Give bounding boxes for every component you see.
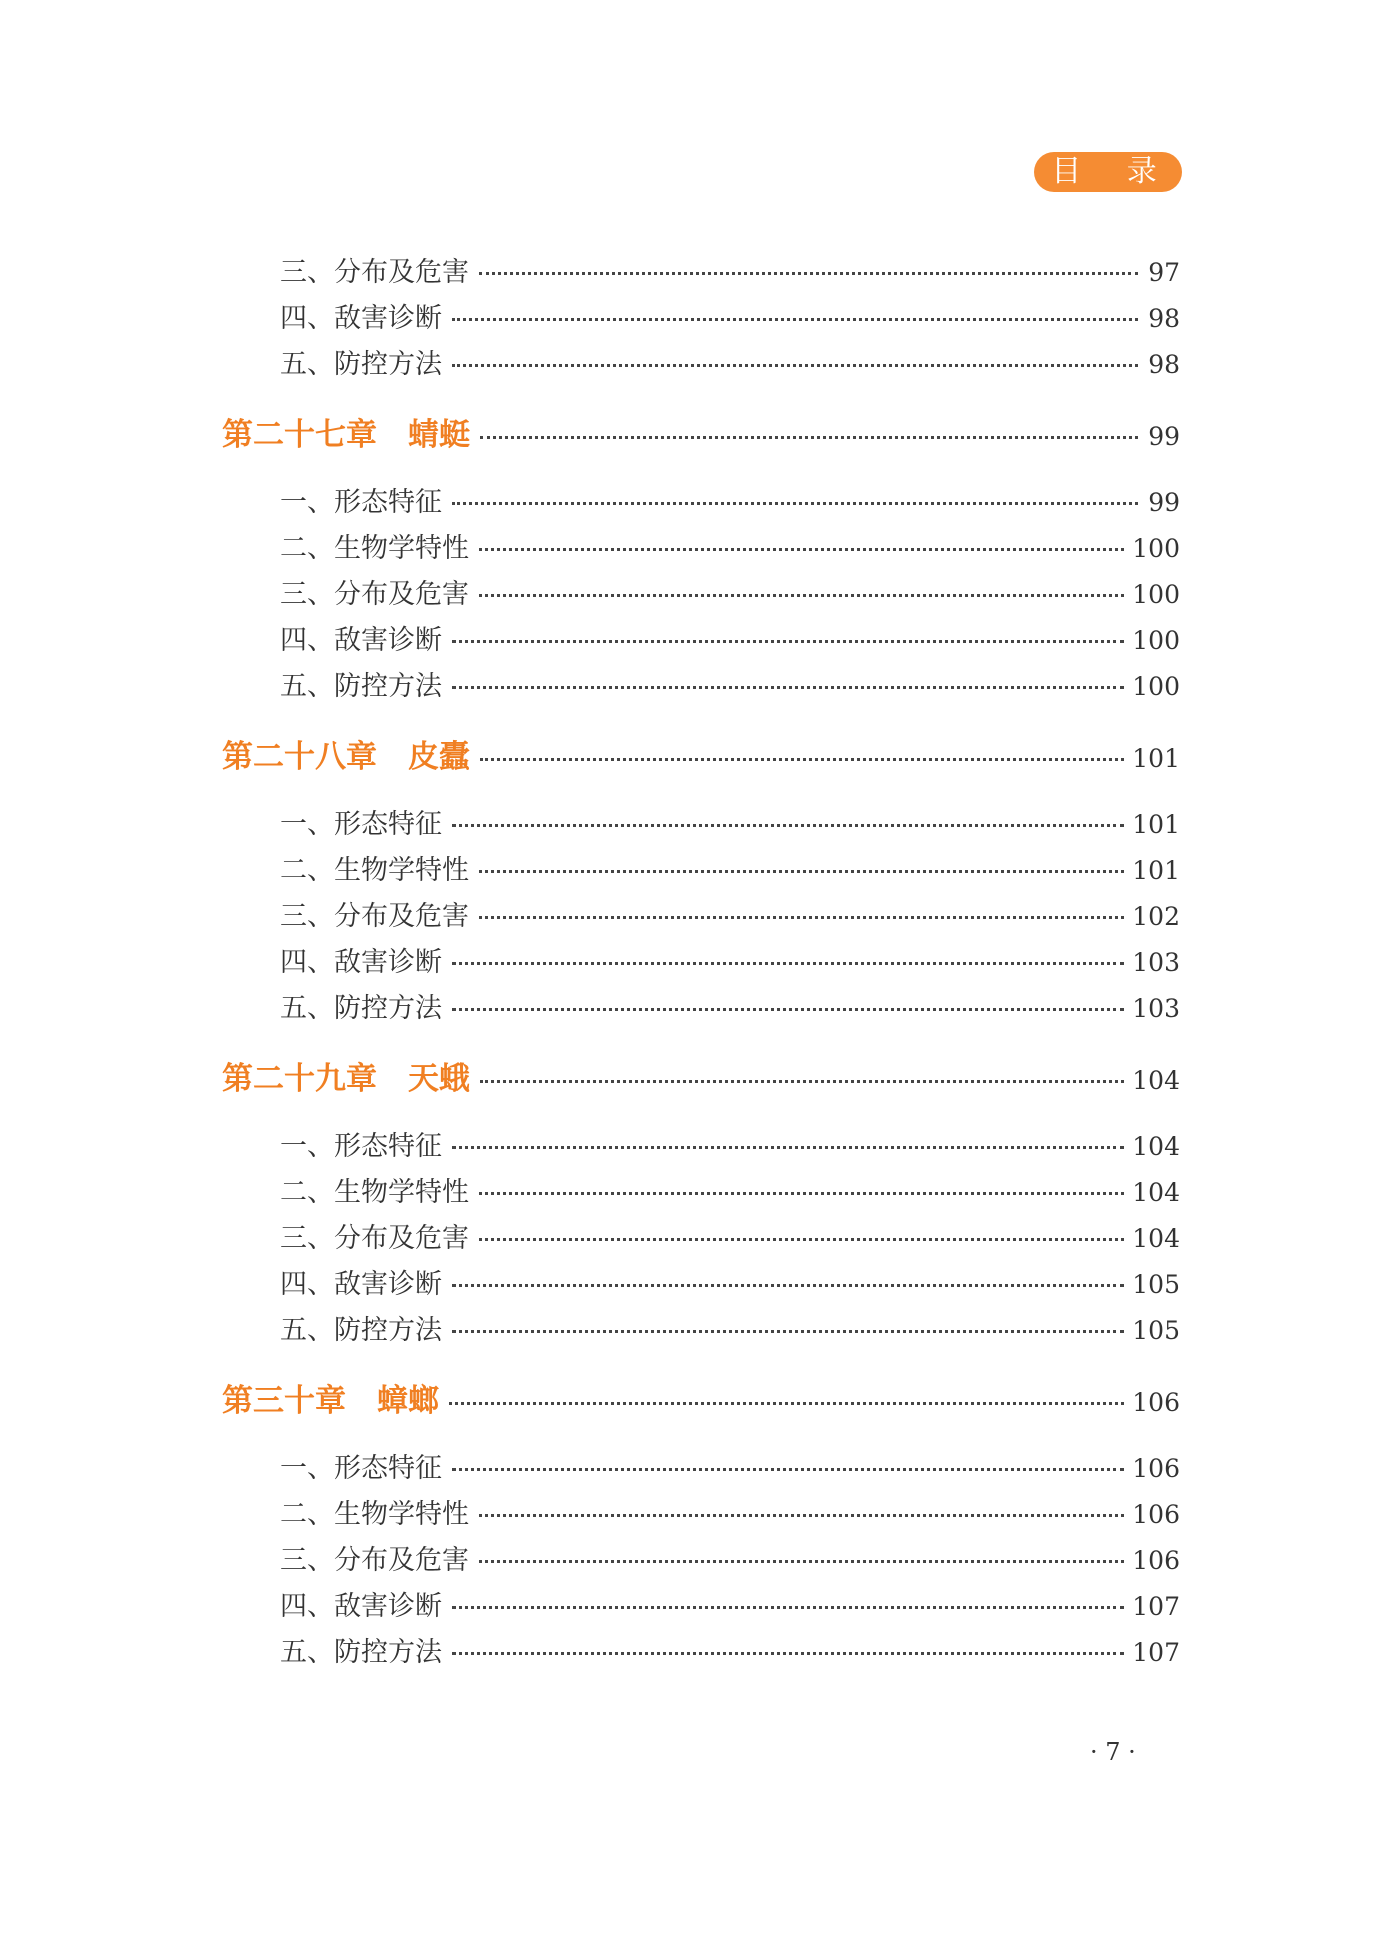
toc-chapter-entry[interactable] bbox=[222, 409, 1180, 454]
leader-dots bbox=[479, 1238, 1124, 1241]
leader-dots bbox=[452, 1284, 1124, 1287]
toc-entry-title: 二、生物学特性 bbox=[280, 1499, 469, 1530]
toc-entry[interactable] bbox=[280, 894, 1180, 933]
toc-chapter-title: 第二十七章 蜻蜓 bbox=[222, 417, 470, 453]
toc-chapter-title: 第二十九章 天蛾 bbox=[222, 1061, 470, 1097]
leader-dots bbox=[480, 436, 1138, 439]
toc-entry-title: 四、敌害诊断 bbox=[280, 1591, 442, 1622]
leader-dots bbox=[479, 1192, 1124, 1195]
toc-entry-page: 101 bbox=[1132, 856, 1180, 885]
leader-dots bbox=[479, 272, 1138, 275]
toc-chapter-entry[interactable] bbox=[222, 731, 1180, 776]
toc-entry-title: 二、生物学特性 bbox=[280, 533, 469, 564]
leader-dots bbox=[479, 594, 1124, 597]
toc-entry[interactable] bbox=[280, 1492, 1180, 1531]
toc-entry-title: 五、防控方法 bbox=[280, 349, 442, 380]
leader-dots bbox=[452, 640, 1124, 643]
toc-entry[interactable] bbox=[280, 480, 1180, 519]
toc-entry[interactable] bbox=[280, 1630, 1180, 1669]
toc-entry-title: 三、分布及危害 bbox=[280, 901, 469, 932]
toc-entry-title: 五、防控方法 bbox=[280, 1637, 442, 1668]
toc-entry-page: 106 bbox=[1132, 1388, 1180, 1417]
leader-dots bbox=[479, 1514, 1124, 1517]
toc-entry[interactable] bbox=[280, 250, 1180, 289]
toc-entry-page: 105 bbox=[1132, 1316, 1180, 1345]
toc-entry-title: 三、分布及危害 bbox=[280, 1545, 469, 1576]
toc-entry[interactable] bbox=[280, 986, 1180, 1025]
toc-entry-title: 一、形态特征 bbox=[280, 487, 442, 518]
page-number: · 7 · bbox=[1090, 1738, 1136, 1766]
toc-entry-title: 五、防控方法 bbox=[280, 993, 442, 1024]
toc-entry[interactable] bbox=[280, 296, 1180, 335]
toc-entry[interactable] bbox=[280, 802, 1180, 841]
toc-entry[interactable] bbox=[280, 848, 1180, 887]
leader-dots bbox=[452, 1330, 1124, 1333]
toc-entry-page: 107 bbox=[1132, 1638, 1180, 1667]
toc-entry-page: 98 bbox=[1148, 350, 1180, 379]
toc-entry-page: 97 bbox=[1148, 258, 1180, 287]
toc-entry[interactable] bbox=[280, 342, 1180, 381]
toc-entry-page: 99 bbox=[1148, 422, 1180, 451]
toc-entry[interactable] bbox=[280, 664, 1180, 703]
leader-dots bbox=[452, 686, 1124, 689]
toc-chapter-title: 第三十章 蟑螂 bbox=[222, 1383, 439, 1419]
toc-entry-title: 一、形态特征 bbox=[280, 1131, 442, 1162]
toc-entry-page: 106 bbox=[1132, 1454, 1180, 1483]
toc-entry-page: 100 bbox=[1132, 534, 1180, 563]
leader-dots bbox=[452, 502, 1138, 505]
leader-dots bbox=[452, 1606, 1124, 1609]
toc-entry-title: 五、防控方法 bbox=[280, 671, 442, 702]
toc-entry-page: 103 bbox=[1132, 994, 1180, 1023]
leader-dots bbox=[452, 364, 1138, 367]
toc-entry-title: 四、敌害诊断 bbox=[280, 625, 442, 656]
toc-entry[interactable] bbox=[280, 1446, 1180, 1485]
toc-entry[interactable] bbox=[280, 1308, 1180, 1347]
toc-entry[interactable] bbox=[280, 1262, 1180, 1301]
toc-entry-page: 104 bbox=[1132, 1132, 1180, 1161]
toc-entry-page: 107 bbox=[1132, 1592, 1180, 1621]
leader-dots bbox=[480, 758, 1124, 761]
toc-header-badge: 目 录 bbox=[1034, 152, 1182, 192]
toc-entry-page: 100 bbox=[1132, 626, 1180, 655]
toc-entry-title: 四、敌害诊断 bbox=[280, 1269, 442, 1300]
toc-entry-page: 104 bbox=[1132, 1224, 1180, 1253]
toc-entry-page: 100 bbox=[1132, 580, 1180, 609]
leader-dots bbox=[452, 962, 1124, 965]
leader-dots bbox=[452, 318, 1138, 321]
toc-chapter-title: 第二十八章 皮蠹 bbox=[222, 739, 470, 775]
leader-dots bbox=[479, 1560, 1124, 1563]
leader-dots bbox=[479, 870, 1124, 873]
toc-entry[interactable] bbox=[280, 572, 1180, 611]
leader-dots bbox=[480, 1080, 1124, 1083]
toc-entry-title: 三、分布及危害 bbox=[280, 579, 469, 610]
leader-dots bbox=[452, 1652, 1124, 1655]
toc-entry-title: 四、敌害诊断 bbox=[280, 303, 442, 334]
leader-dots bbox=[452, 1008, 1124, 1011]
toc-chapter-entry[interactable] bbox=[222, 1375, 1180, 1420]
leader-dots bbox=[452, 824, 1124, 827]
toc-entry-page: 98 bbox=[1148, 304, 1180, 333]
leader-dots bbox=[479, 916, 1124, 919]
toc-entry[interactable] bbox=[280, 1216, 1180, 1255]
leader-dots bbox=[452, 1468, 1124, 1471]
toc-entry-title: 三、分布及危害 bbox=[280, 1223, 469, 1254]
toc-entry[interactable] bbox=[280, 940, 1180, 979]
toc-entry[interactable] bbox=[280, 1124, 1180, 1163]
toc-entry-page: 104 bbox=[1132, 1178, 1180, 1207]
leader-dots bbox=[479, 548, 1124, 551]
toc-entry-title: 四、敌害诊断 bbox=[280, 947, 442, 978]
toc-entry[interactable] bbox=[280, 1170, 1180, 1209]
toc-entry[interactable] bbox=[280, 526, 1180, 565]
toc-entry-page: 101 bbox=[1132, 810, 1180, 839]
toc-entry-page: 106 bbox=[1132, 1500, 1180, 1529]
toc-entry-title: 三、分布及危害 bbox=[280, 257, 469, 288]
toc-entry-page: 101 bbox=[1132, 744, 1180, 773]
toc-entry-page: 106 bbox=[1132, 1546, 1180, 1575]
toc-entry-page: 103 bbox=[1132, 948, 1180, 977]
toc-entry-title: 五、防控方法 bbox=[280, 1315, 442, 1346]
toc-entry-title: 二、生物学特性 bbox=[280, 855, 469, 886]
toc-entry-title: 一、形态特征 bbox=[280, 809, 442, 840]
toc-entry-page: 99 bbox=[1148, 488, 1180, 517]
toc-entry-page: 104 bbox=[1132, 1066, 1180, 1095]
toc-entry[interactable] bbox=[280, 618, 1180, 657]
toc-entry[interactable] bbox=[280, 1584, 1180, 1623]
toc-chapter-entry[interactable] bbox=[222, 1053, 1180, 1098]
leader-dots bbox=[452, 1146, 1124, 1149]
toc-entry-page: 102 bbox=[1132, 902, 1180, 931]
leader-dots bbox=[449, 1402, 1124, 1405]
toc-entry[interactable] bbox=[280, 1538, 1180, 1577]
toc-entry-page: 105 bbox=[1132, 1270, 1180, 1299]
toc-entry-title: 一、形态特征 bbox=[280, 1453, 442, 1484]
toc-entry-title: 二、生物学特性 bbox=[280, 1177, 469, 1208]
toc-entry-page: 100 bbox=[1132, 672, 1180, 701]
